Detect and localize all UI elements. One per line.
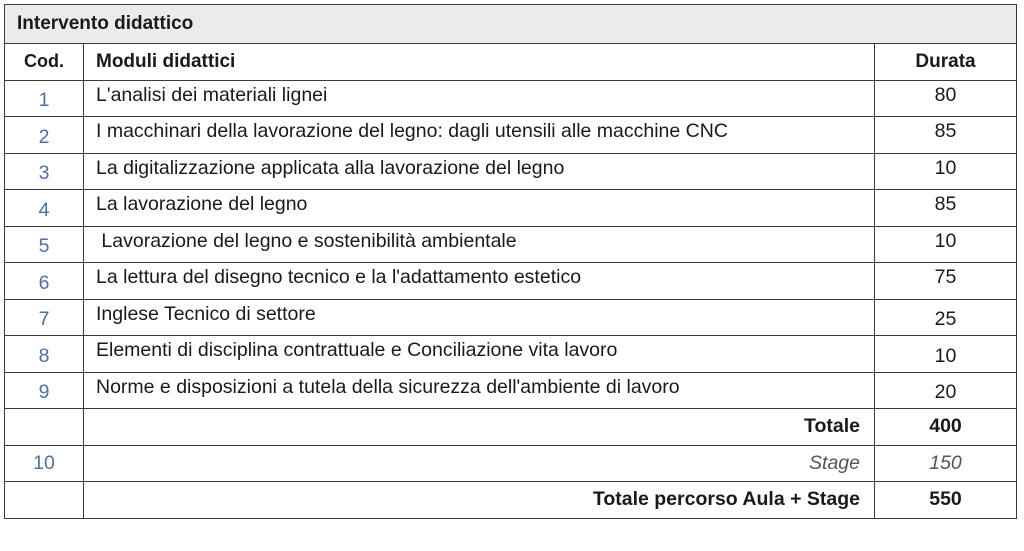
row-module: Elementi di disciplina contrattuale e Conciliazione vita lavoro <box>84 336 875 373</box>
table-row <box>5 263 1017 300</box>
table-row <box>5 226 1017 263</box>
row-module: Inglese Tecnico di settore <box>84 299 875 336</box>
row-cod: 5 <box>5 226 84 263</box>
stage-value: 150 <box>875 445 1017 482</box>
grand-total-row <box>5 482 1017 519</box>
table-row <box>5 153 1017 190</box>
curriculum-table-container <box>4 4 1016 519</box>
row-cod: 3 <box>5 153 84 190</box>
header-duration: Durata <box>875 44 1017 81</box>
table-row <box>5 117 1017 154</box>
row-module: La digitalizzazione applicata alla lavorazione del legno <box>84 153 875 190</box>
table-row <box>5 372 1017 409</box>
row-duration: 80 <box>875 80 1017 117</box>
row-cod: 6 <box>5 263 84 300</box>
row-module: Norme e disposizioni a tutela della sicurezza dell'ambiente di lavoro <box>84 372 875 409</box>
table-title-row <box>5 5 1017 44</box>
row-cod: 7 <box>5 299 84 336</box>
row-cod: 1 <box>5 80 84 117</box>
row-cod: 9 <box>5 372 84 409</box>
row-duration: 75 <box>875 263 1017 300</box>
row-duration: 85 <box>875 117 1017 154</box>
table-row <box>5 299 1017 336</box>
table-title: Intervento didattico <box>5 5 1017 44</box>
row-module: La lavorazione del legno <box>84 190 875 227</box>
row-duration: 25 <box>875 299 1017 336</box>
table-row <box>5 336 1017 373</box>
stage-row <box>5 445 1017 482</box>
table-row <box>5 80 1017 117</box>
row-module: La lettura del disegno tecnico e la l'adattamento estetico <box>84 263 875 300</box>
row-duration: 20 <box>875 372 1017 409</box>
header-modules: Moduli didattici <box>84 44 875 81</box>
row-cod: 4 <box>5 190 84 227</box>
table-row <box>5 190 1017 227</box>
grand-total-value: 550 <box>875 482 1017 519</box>
stage-label: Stage <box>84 445 875 482</box>
row-cod: 2 <box>5 117 84 154</box>
curriculum-table <box>4 4 1017 519</box>
row-duration: 10 <box>875 336 1017 373</box>
table-header-row <box>5 44 1017 81</box>
stage-cod: 10 <box>5 445 84 482</box>
grand-total-label: Totale percorso Aula + Stage <box>84 482 875 519</box>
total-empty-cod <box>5 409 84 446</box>
total-label: Totale <box>84 409 875 446</box>
row-module: Lavorazione del legno e sostenibilità ambientale <box>84 226 875 263</box>
row-duration: 85 <box>875 190 1017 227</box>
total-value: 400 <box>875 409 1017 446</box>
total-row <box>5 409 1017 446</box>
header-cod: Cod. <box>5 44 84 81</box>
row-duration: 10 <box>875 226 1017 263</box>
row-duration: 10 <box>875 153 1017 190</box>
grand-total-empty-cod <box>5 482 84 519</box>
row-module: L'analisi dei materiali lignei <box>84 80 875 117</box>
row-cod: 8 <box>5 336 84 373</box>
row-module: I macchinari della lavorazione del legno: dagli utensili alle macchine CNC <box>84 117 875 154</box>
